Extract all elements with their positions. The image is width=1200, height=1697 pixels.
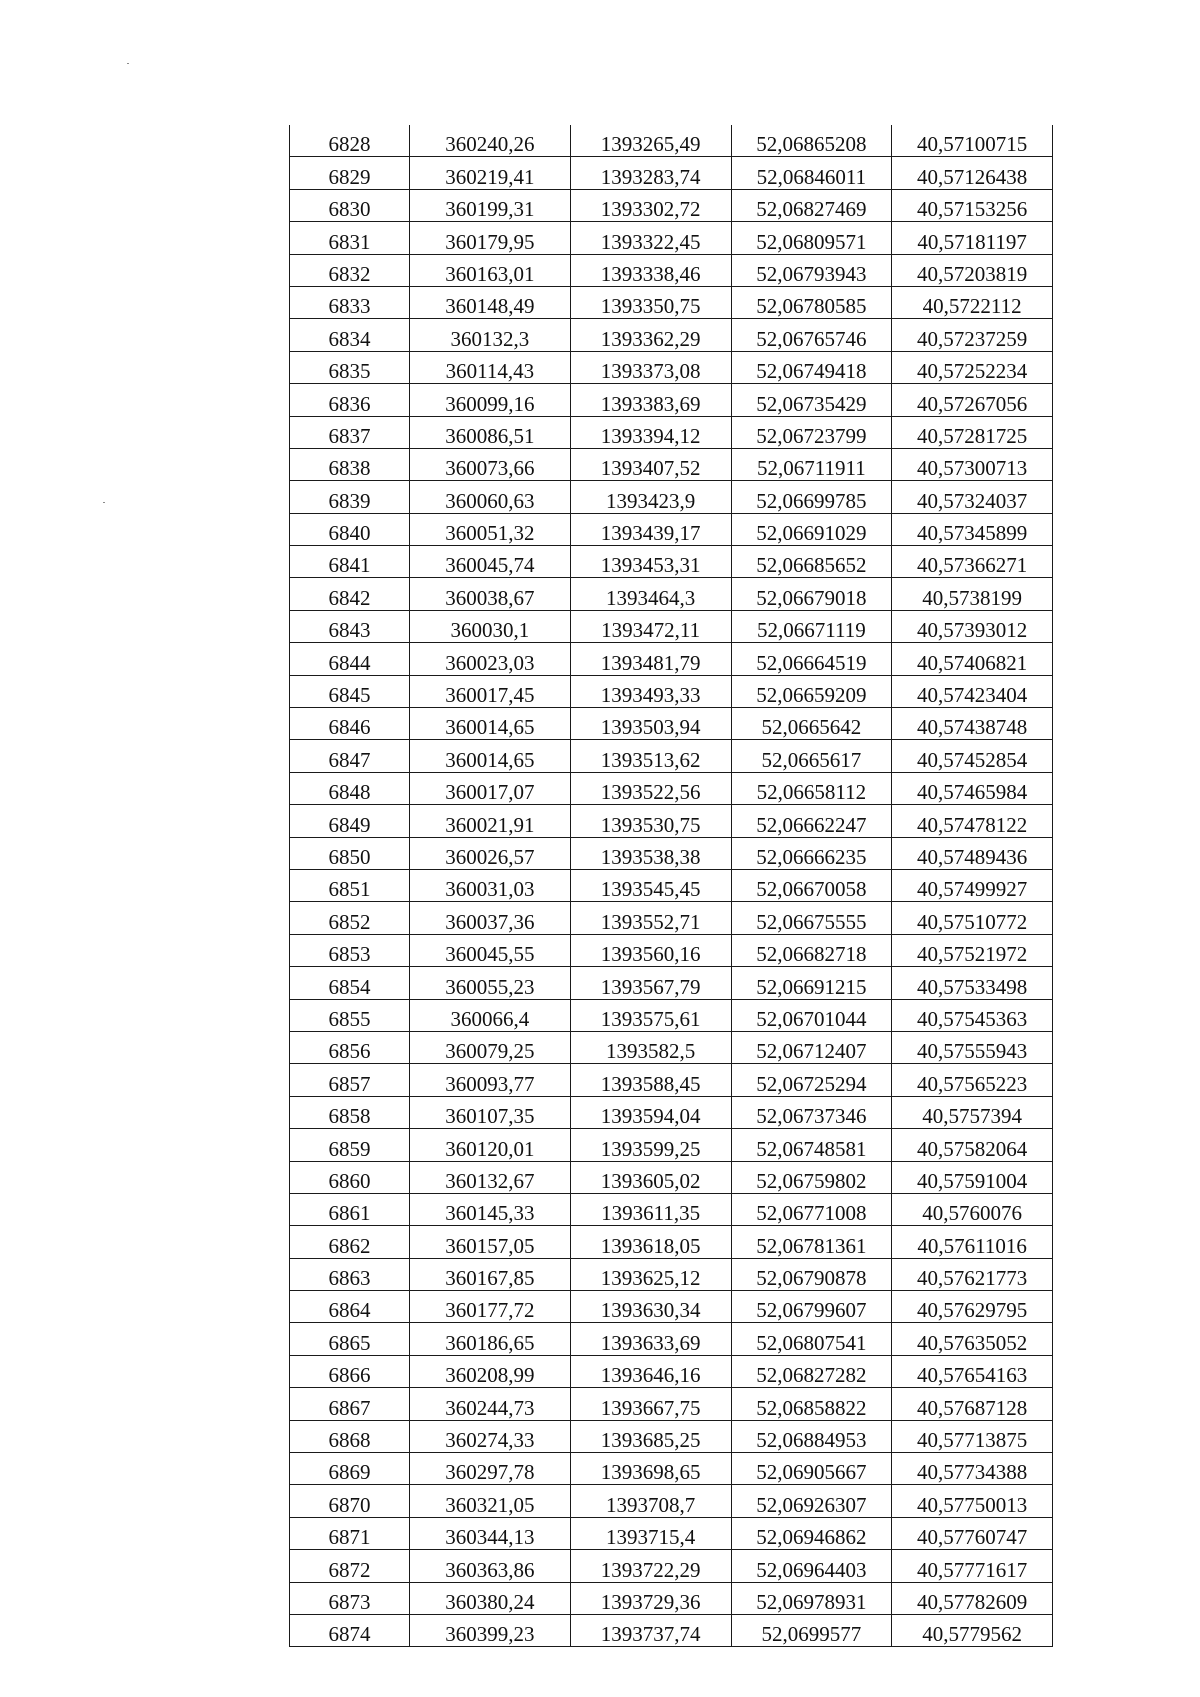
latitude-cell: 52,06682718	[731, 934, 892, 966]
y-coordinate-cell: 1393567,79	[570, 967, 731, 999]
table-row	[290, 1550, 1053, 1582]
longitude-cell: 40,57489436	[892, 837, 1053, 869]
x-coordinate-cell: 360344,13	[410, 1517, 571, 1549]
table-row	[290, 902, 1053, 934]
y-coordinate-cell: 1393552,71	[570, 902, 731, 934]
y-coordinate-cell: 1393530,75	[570, 805, 731, 837]
latitude-cell: 52,06780585	[731, 286, 892, 318]
table-row	[290, 934, 1053, 966]
table-row	[290, 416, 1053, 448]
table-row	[290, 319, 1053, 351]
y-coordinate-cell: 1393538,38	[570, 837, 731, 869]
x-coordinate-cell: 360051,32	[410, 513, 571, 545]
point-number-cell: 6835	[290, 351, 410, 383]
y-coordinate-cell: 1393605,02	[570, 1161, 731, 1193]
x-coordinate-cell: 360199,31	[410, 189, 571, 221]
table-row	[290, 1517, 1053, 1549]
latitude-cell: 52,06711911	[731, 448, 892, 480]
table-row	[290, 1161, 1053, 1193]
x-coordinate-cell: 360186,65	[410, 1323, 571, 1355]
longitude-cell: 40,57533498	[892, 967, 1053, 999]
longitude-cell: 40,57366271	[892, 546, 1053, 578]
longitude-cell: 40,57203819	[892, 254, 1053, 286]
point-number-cell: 6831	[290, 222, 410, 254]
latitude-cell: 52,06884953	[731, 1420, 892, 1452]
point-number-cell: 6829	[290, 157, 410, 189]
x-coordinate-cell: 360021,91	[410, 805, 571, 837]
point-number-cell: 6855	[290, 999, 410, 1031]
longitude-cell: 40,57591004	[892, 1161, 1053, 1193]
x-coordinate-cell: 360321,05	[410, 1485, 571, 1517]
table-row	[290, 157, 1053, 189]
table-row	[290, 1031, 1053, 1063]
y-coordinate-cell: 1393646,16	[570, 1355, 731, 1387]
longitude-cell: 40,57252234	[892, 351, 1053, 383]
point-number-cell: 6834	[290, 319, 410, 351]
point-number-cell: 6838	[290, 448, 410, 480]
table-row	[290, 772, 1053, 804]
longitude-cell: 40,57734388	[892, 1453, 1053, 1485]
latitude-cell: 52,06978931	[731, 1582, 892, 1614]
point-number-cell: 6871	[290, 1517, 410, 1549]
table-row	[290, 254, 1053, 286]
y-coordinate-cell: 1393322,45	[570, 222, 731, 254]
y-coordinate-cell: 1393630,34	[570, 1291, 731, 1323]
table-row	[290, 546, 1053, 578]
scan-speck	[103, 502, 105, 503]
x-coordinate-cell: 360380,24	[410, 1582, 571, 1614]
table-row	[290, 578, 1053, 610]
latitude-cell: 52,06737346	[731, 1096, 892, 1128]
latitude-cell: 52,06691215	[731, 967, 892, 999]
coordinates-table-body	[290, 125, 1053, 1647]
y-coordinate-cell: 1393667,75	[570, 1388, 731, 1420]
longitude-cell: 40,57621773	[892, 1258, 1053, 1290]
x-coordinate-cell: 360093,77	[410, 1064, 571, 1096]
table-row	[290, 1226, 1053, 1258]
table-row	[290, 448, 1053, 480]
table-row	[290, 1388, 1053, 1420]
table-row	[290, 837, 1053, 869]
y-coordinate-cell: 1393722,29	[570, 1550, 731, 1582]
x-coordinate-cell: 360031,03	[410, 869, 571, 901]
table-row	[290, 805, 1053, 837]
y-coordinate-cell: 1393708,7	[570, 1485, 731, 1517]
latitude-cell: 52,06735429	[731, 384, 892, 416]
longitude-cell: 40,57406821	[892, 643, 1053, 675]
point-number-cell: 6842	[290, 578, 410, 610]
x-coordinate-cell: 360023,03	[410, 643, 571, 675]
point-number-cell: 6873	[290, 1582, 410, 1614]
point-number-cell: 6860	[290, 1161, 410, 1193]
point-number-cell: 6862	[290, 1226, 410, 1258]
point-number-cell: 6832	[290, 254, 410, 286]
x-coordinate-cell: 360399,23	[410, 1614, 571, 1646]
point-number-cell: 6846	[290, 708, 410, 740]
x-coordinate-cell: 360148,49	[410, 286, 571, 318]
latitude-cell: 52,06691029	[731, 513, 892, 545]
table-row	[290, 125, 1053, 157]
y-coordinate-cell: 1393588,45	[570, 1064, 731, 1096]
x-coordinate-cell: 360208,99	[410, 1355, 571, 1387]
latitude-cell: 52,06699785	[731, 481, 892, 513]
point-number-cell: 6870	[290, 1485, 410, 1517]
latitude-cell: 52,06807541	[731, 1323, 892, 1355]
latitude-cell: 52,06781361	[731, 1226, 892, 1258]
point-number-cell: 6837	[290, 416, 410, 448]
point-number-cell: 6843	[290, 610, 410, 642]
table-row	[290, 189, 1053, 221]
y-coordinate-cell: 1393493,33	[570, 675, 731, 707]
table-row	[290, 1064, 1053, 1096]
table-row	[290, 708, 1053, 740]
table-row	[290, 1323, 1053, 1355]
longitude-cell: 40,57465984	[892, 772, 1053, 804]
point-number-cell: 6851	[290, 869, 410, 901]
longitude-cell: 40,5738199	[892, 578, 1053, 610]
latitude-cell: 52,06865208	[731, 125, 892, 157]
longitude-cell: 40,57281725	[892, 416, 1053, 448]
x-coordinate-cell: 360079,25	[410, 1031, 571, 1063]
point-number-cell: 6872	[290, 1550, 410, 1582]
latitude-cell: 52,06679018	[731, 578, 892, 610]
latitude-cell: 52,06759802	[731, 1161, 892, 1193]
latitude-cell: 52,06809571	[731, 222, 892, 254]
longitude-cell: 40,5722112	[892, 286, 1053, 318]
point-number-cell: 6868	[290, 1420, 410, 1452]
point-number-cell: 6854	[290, 967, 410, 999]
latitude-cell: 52,06675555	[731, 902, 892, 934]
point-number-cell: 6849	[290, 805, 410, 837]
x-coordinate-cell: 360055,23	[410, 967, 571, 999]
x-coordinate-cell: 360073,66	[410, 448, 571, 480]
point-number-cell: 6858	[290, 1096, 410, 1128]
longitude-cell: 40,57687128	[892, 1388, 1053, 1420]
point-number-cell: 6864	[290, 1291, 410, 1323]
y-coordinate-cell: 1393350,75	[570, 286, 731, 318]
x-coordinate-cell: 360026,57	[410, 837, 571, 869]
latitude-cell: 52,06827469	[731, 189, 892, 221]
table-row	[290, 1258, 1053, 1290]
longitude-cell: 40,5779562	[892, 1614, 1053, 1646]
longitude-cell: 40,57100715	[892, 125, 1053, 157]
y-coordinate-cell: 1393582,5	[570, 1031, 731, 1063]
longitude-cell: 40,57635052	[892, 1323, 1053, 1355]
latitude-cell: 52,06664519	[731, 643, 892, 675]
longitude-cell: 40,57611016	[892, 1226, 1053, 1258]
y-coordinate-cell: 1393513,62	[570, 740, 731, 772]
point-number-cell: 6830	[290, 189, 410, 221]
y-coordinate-cell: 1393594,04	[570, 1096, 731, 1128]
table-row	[290, 610, 1053, 642]
coordinates-table	[289, 125, 1053, 1647]
latitude-cell: 52,06662247	[731, 805, 892, 837]
latitude-cell: 52,06670058	[731, 869, 892, 901]
table-row	[290, 1291, 1053, 1323]
y-coordinate-cell: 1393383,69	[570, 384, 731, 416]
table-row	[290, 513, 1053, 545]
latitude-cell: 52,06790878	[731, 1258, 892, 1290]
longitude-cell: 40,57713875	[892, 1420, 1053, 1452]
y-coordinate-cell: 1393373,08	[570, 351, 731, 383]
table-row	[290, 740, 1053, 772]
y-coordinate-cell: 1393633,69	[570, 1323, 731, 1355]
point-number-cell: 6861	[290, 1193, 410, 1225]
latitude-cell: 52,06723799	[731, 416, 892, 448]
table-row	[290, 384, 1053, 416]
y-coordinate-cell: 1393362,29	[570, 319, 731, 351]
point-number-cell: 6863	[290, 1258, 410, 1290]
longitude-cell: 40,57510772	[892, 902, 1053, 934]
y-coordinate-cell: 1393625,12	[570, 1258, 731, 1290]
point-number-cell: 6833	[290, 286, 410, 318]
table-row	[290, 869, 1053, 901]
point-number-cell: 6836	[290, 384, 410, 416]
x-coordinate-cell: 360167,85	[410, 1258, 571, 1290]
x-coordinate-cell: 360045,55	[410, 934, 571, 966]
table-row	[290, 481, 1053, 513]
longitude-cell: 40,57760747	[892, 1517, 1053, 1549]
longitude-cell: 40,57750013	[892, 1485, 1053, 1517]
longitude-cell: 40,57324037	[892, 481, 1053, 513]
x-coordinate-cell: 360030,1	[410, 610, 571, 642]
x-coordinate-cell: 360038,67	[410, 578, 571, 610]
x-coordinate-cell: 360014,65	[410, 708, 571, 740]
y-coordinate-cell: 1393265,49	[570, 125, 731, 157]
x-coordinate-cell: 360017,45	[410, 675, 571, 707]
table-row	[290, 1582, 1053, 1614]
longitude-cell: 40,57771617	[892, 1550, 1053, 1582]
x-coordinate-cell: 360244,73	[410, 1388, 571, 1420]
table-row	[290, 1614, 1053, 1646]
point-number-cell: 6852	[290, 902, 410, 934]
y-coordinate-cell: 1393545,45	[570, 869, 731, 901]
x-coordinate-cell: 360163,01	[410, 254, 571, 286]
table-row	[290, 286, 1053, 318]
x-coordinate-cell: 360297,78	[410, 1453, 571, 1485]
x-coordinate-cell: 360060,63	[410, 481, 571, 513]
latitude-cell: 52,06749418	[731, 351, 892, 383]
latitude-cell: 52,06712407	[731, 1031, 892, 1063]
x-coordinate-cell: 360017,07	[410, 772, 571, 804]
latitude-cell: 52,06659209	[731, 675, 892, 707]
y-coordinate-cell: 1393715,4	[570, 1517, 731, 1549]
latitude-cell: 52,06858822	[731, 1388, 892, 1420]
y-coordinate-cell: 1393560,16	[570, 934, 731, 966]
y-coordinate-cell: 1393439,17	[570, 513, 731, 545]
table-row	[290, 967, 1053, 999]
longitude-cell: 40,57126438	[892, 157, 1053, 189]
point-number-cell: 6859	[290, 1129, 410, 1161]
y-coordinate-cell: 1393522,56	[570, 772, 731, 804]
latitude-cell: 52,06771008	[731, 1193, 892, 1225]
latitude-cell: 52,06671119	[731, 610, 892, 642]
x-coordinate-cell: 360363,86	[410, 1550, 571, 1582]
x-coordinate-cell: 360045,74	[410, 546, 571, 578]
scan-speck	[127, 63, 129, 64]
y-coordinate-cell: 1393737,74	[570, 1614, 731, 1646]
latitude-cell: 52,0665617	[731, 740, 892, 772]
point-number-cell: 6845	[290, 675, 410, 707]
latitude-cell: 52,06827282	[731, 1355, 892, 1387]
point-number-cell: 6856	[290, 1031, 410, 1063]
latitude-cell: 52,06905667	[731, 1453, 892, 1485]
longitude-cell: 40,57181197	[892, 222, 1053, 254]
latitude-cell: 52,06666235	[731, 837, 892, 869]
table-row	[290, 1193, 1053, 1225]
longitude-cell: 40,57555943	[892, 1031, 1053, 1063]
longitude-cell: 40,57629795	[892, 1291, 1053, 1323]
longitude-cell: 40,57153256	[892, 189, 1053, 221]
latitude-cell: 52,06765746	[731, 319, 892, 351]
point-number-cell: 6866	[290, 1355, 410, 1387]
y-coordinate-cell: 1393685,25	[570, 1420, 731, 1452]
x-coordinate-cell: 360107,35	[410, 1096, 571, 1128]
longitude-cell: 40,57499927	[892, 869, 1053, 901]
point-number-cell: 6865	[290, 1323, 410, 1355]
y-coordinate-cell: 1393302,72	[570, 189, 731, 221]
table-row	[290, 999, 1053, 1031]
longitude-cell: 40,5760076	[892, 1193, 1053, 1225]
x-coordinate-cell: 360274,33	[410, 1420, 571, 1452]
x-coordinate-cell: 360014,65	[410, 740, 571, 772]
latitude-cell: 52,0665642	[731, 708, 892, 740]
x-coordinate-cell: 360099,16	[410, 384, 571, 416]
table-row	[290, 1096, 1053, 1128]
x-coordinate-cell: 360066,4	[410, 999, 571, 1031]
longitude-cell: 40,57582064	[892, 1129, 1053, 1161]
point-number-cell: 6828	[290, 125, 410, 157]
point-number-cell: 6867	[290, 1388, 410, 1420]
y-coordinate-cell: 1393481,79	[570, 643, 731, 675]
latitude-cell: 52,06799607	[731, 1291, 892, 1323]
y-coordinate-cell: 1393472,11	[570, 610, 731, 642]
x-coordinate-cell: 360132,67	[410, 1161, 571, 1193]
x-coordinate-cell: 360157,05	[410, 1226, 571, 1258]
latitude-cell: 52,06964403	[731, 1550, 892, 1582]
latitude-cell: 52,06725294	[731, 1064, 892, 1096]
latitude-cell: 52,06685652	[731, 546, 892, 578]
x-coordinate-cell: 360145,33	[410, 1193, 571, 1225]
point-number-cell: 6857	[290, 1064, 410, 1096]
point-number-cell: 6853	[290, 934, 410, 966]
longitude-cell: 40,57782609	[892, 1582, 1053, 1614]
table-row	[290, 351, 1053, 383]
table-row	[290, 1420, 1053, 1452]
latitude-cell: 52,06946862	[731, 1517, 892, 1549]
longitude-cell: 40,57545363	[892, 999, 1053, 1031]
x-coordinate-cell: 360114,43	[410, 351, 571, 383]
latitude-cell: 52,06926307	[731, 1485, 892, 1517]
latitude-cell: 52,06701044	[731, 999, 892, 1031]
latitude-cell: 52,06658112	[731, 772, 892, 804]
y-coordinate-cell: 1393575,61	[570, 999, 731, 1031]
latitude-cell: 52,06748581	[731, 1129, 892, 1161]
point-number-cell: 6874	[290, 1614, 410, 1646]
longitude-cell: 40,57393012	[892, 610, 1053, 642]
longitude-cell: 40,57478122	[892, 805, 1053, 837]
latitude-cell: 52,06793943	[731, 254, 892, 286]
latitude-cell: 52,0699577	[731, 1614, 892, 1646]
point-number-cell: 6844	[290, 643, 410, 675]
y-coordinate-cell: 1393283,74	[570, 157, 731, 189]
point-number-cell: 6869	[290, 1453, 410, 1485]
table-row	[290, 222, 1053, 254]
y-coordinate-cell: 1393599,25	[570, 1129, 731, 1161]
longitude-cell: 40,57423404	[892, 675, 1053, 707]
x-coordinate-cell: 360179,95	[410, 222, 571, 254]
latitude-cell: 52,06846011	[731, 157, 892, 189]
longitude-cell: 40,57267056	[892, 384, 1053, 416]
x-coordinate-cell: 360240,26	[410, 125, 571, 157]
point-number-cell: 6850	[290, 837, 410, 869]
x-coordinate-cell: 360120,01	[410, 1129, 571, 1161]
y-coordinate-cell: 1393453,31	[570, 546, 731, 578]
table-row	[290, 1355, 1053, 1387]
table-row	[290, 1129, 1053, 1161]
longitude-cell: 40,57521972	[892, 934, 1053, 966]
table-row	[290, 1485, 1053, 1517]
longitude-cell: 40,5757394	[892, 1096, 1053, 1128]
longitude-cell: 40,57565223	[892, 1064, 1053, 1096]
point-number-cell: 6841	[290, 546, 410, 578]
longitude-cell: 40,57452854	[892, 740, 1053, 772]
longitude-cell: 40,57300713	[892, 448, 1053, 480]
y-coordinate-cell: 1393503,94	[570, 708, 731, 740]
longitude-cell: 40,57654163	[892, 1355, 1053, 1387]
table-row	[290, 1453, 1053, 1485]
point-number-cell: 6840	[290, 513, 410, 545]
point-number-cell: 6848	[290, 772, 410, 804]
x-coordinate-cell: 360219,41	[410, 157, 571, 189]
y-coordinate-cell: 1393423,9	[570, 481, 731, 513]
y-coordinate-cell: 1393407,52	[570, 448, 731, 480]
longitude-cell: 40,57345899	[892, 513, 1053, 545]
x-coordinate-cell: 360132,3	[410, 319, 571, 351]
x-coordinate-cell: 360086,51	[410, 416, 571, 448]
table-row	[290, 643, 1053, 675]
point-number-cell: 6847	[290, 740, 410, 772]
x-coordinate-cell: 360177,72	[410, 1291, 571, 1323]
y-coordinate-cell: 1393611,35	[570, 1193, 731, 1225]
y-coordinate-cell: 1393464,3	[570, 578, 731, 610]
x-coordinate-cell: 360037,36	[410, 902, 571, 934]
longitude-cell: 40,57438748	[892, 708, 1053, 740]
longitude-cell: 40,57237259	[892, 319, 1053, 351]
y-coordinate-cell: 1393698,65	[570, 1453, 731, 1485]
y-coordinate-cell: 1393338,46	[570, 254, 731, 286]
y-coordinate-cell: 1393729,36	[570, 1582, 731, 1614]
point-number-cell: 6839	[290, 481, 410, 513]
y-coordinate-cell: 1393394,12	[570, 416, 731, 448]
table-row	[290, 675, 1053, 707]
y-coordinate-cell: 1393618,05	[570, 1226, 731, 1258]
